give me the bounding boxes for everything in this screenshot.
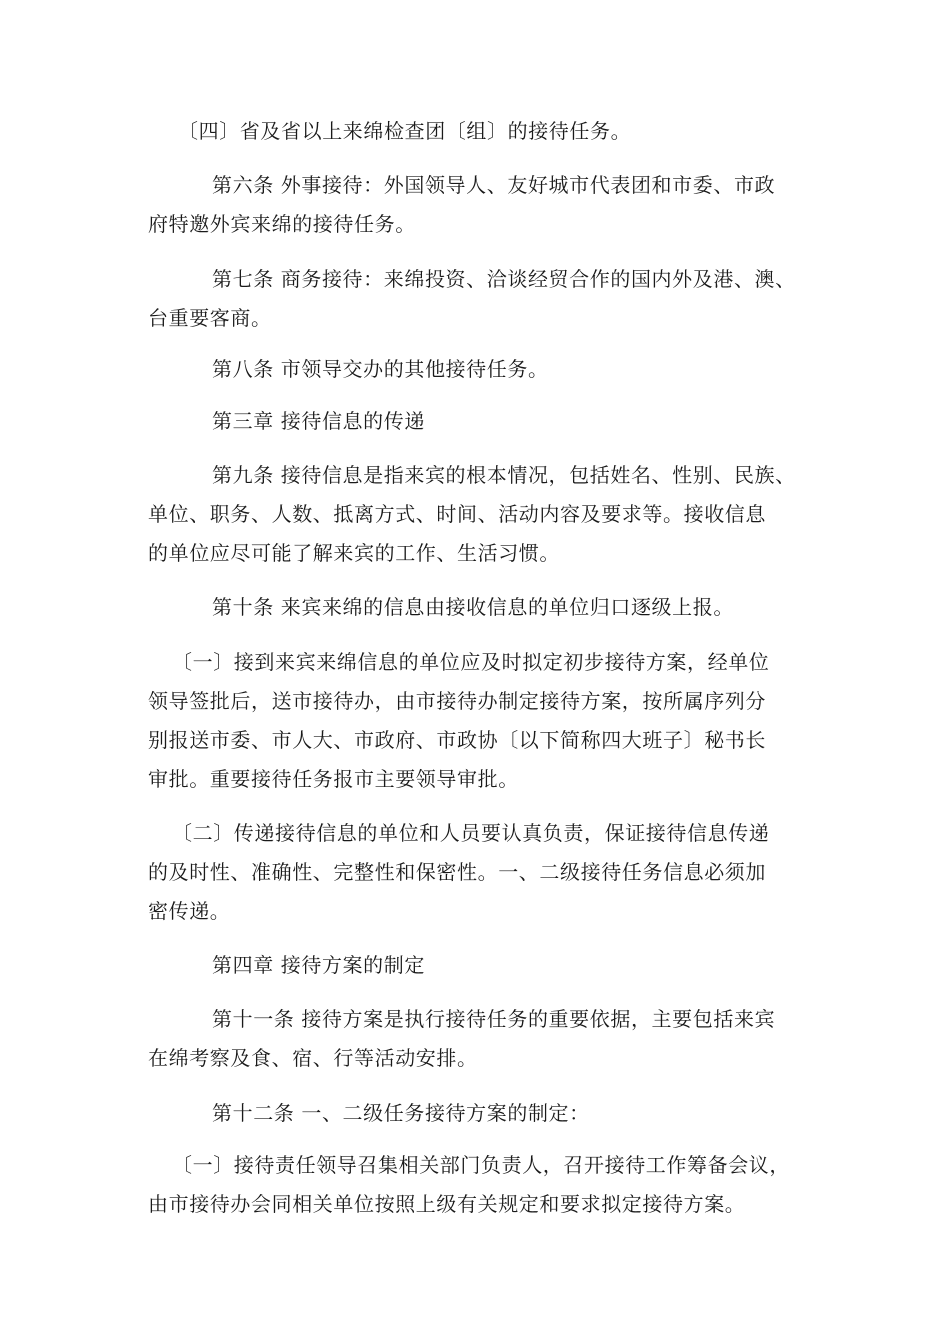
article-10 [148, 588, 828, 627]
article-12 [148, 1094, 828, 1133]
paragraph-item-2 [148, 814, 828, 931]
text-line: 第八条 市领导交办的其他接待任务。 [212, 357, 549, 381]
text-line: 第四章 接待方案的制定 [212, 953, 425, 977]
text-line: 在绵考察及食、宿、行等活动安排。 [148, 1046, 478, 1070]
text-line: 第九条 接待信息是指来宾的根本情况，包括姓名、性别、民族、 [212, 463, 796, 487]
text-line: 第十条 来宾来绵的信息由接收信息的单位归口逐级上报。 [212, 595, 734, 619]
chapter-3-heading [148, 402, 828, 441]
text-line: 府特邀外宾来绵的接待任务。 [148, 212, 416, 236]
text-line: 第三章 接待信息的传递 [212, 409, 425, 433]
text-line: 〔一〕接到来宾来绵信息的单位应及时拟定初步接待方案，经单位 [172, 650, 770, 674]
article-6 [148, 166, 828, 244]
text-line: 别报送市委、市人大、市政府、市政协〔以下简称四大班子〕秘书长 [148, 728, 766, 752]
text-line: 〔四〕省及省以上来绵检查团〔组〕的接待任务。 [178, 119, 632, 143]
chapter-4-heading [148, 946, 828, 985]
text-line: 台重要客商。 [148, 306, 272, 330]
text-line: 〔一〕接待责任领导召集相关部门负责人，召开接待工作筹备会议， [172, 1153, 790, 1177]
text-line: 第六条 外事接待：外国领导人、友好城市代表团和市委、市政 [212, 173, 776, 197]
article-7 [148, 260, 828, 338]
text-line: 第十二条 一、二级任务接待方案的制定： [212, 1101, 590, 1125]
text-line: 第七条 商务接待：来绵投资、洽谈经贸合作的国内外及港、澳、 [212, 267, 796, 291]
text-line: 审批。重要接待任务报市主要领导审批。 [148, 767, 519, 791]
article-9 [148, 456, 828, 573]
paragraph-item-1 [148, 643, 828, 799]
article-11 [148, 1000, 828, 1078]
text-line: 密传递。 [148, 899, 231, 923]
text-line: 领导签批后，送市接待办，由市接待办制定接待方案，按所属序列分 [148, 689, 766, 713]
text-line: 单位、职务、人数、抵离方式、时间、活动内容及要求等。接收信息 [148, 502, 766, 526]
text-line: 的单位应尽可能了解来宾的工作、生活习惯。 [148, 541, 560, 565]
text-line: 〔二〕传递接待信息的单位和人员要认真负责，保证接待信息传递 [172, 821, 770, 845]
text-line: 的及时性、准确性、完整性和保密性。一、二级接待任务信息必须加 [148, 860, 766, 884]
article-8 [148, 350, 828, 389]
paragraph-item-1b [148, 1146, 828, 1224]
text-line: 第十一条 接待方案是执行接待任务的重要依据，主要包括来宾 [212, 1007, 776, 1031]
text-line: 由市接待办会同相关单位按照上级有关规定和要求拟定接待方案。 [148, 1192, 746, 1216]
paragraph-item-4 [148, 112, 828, 151]
